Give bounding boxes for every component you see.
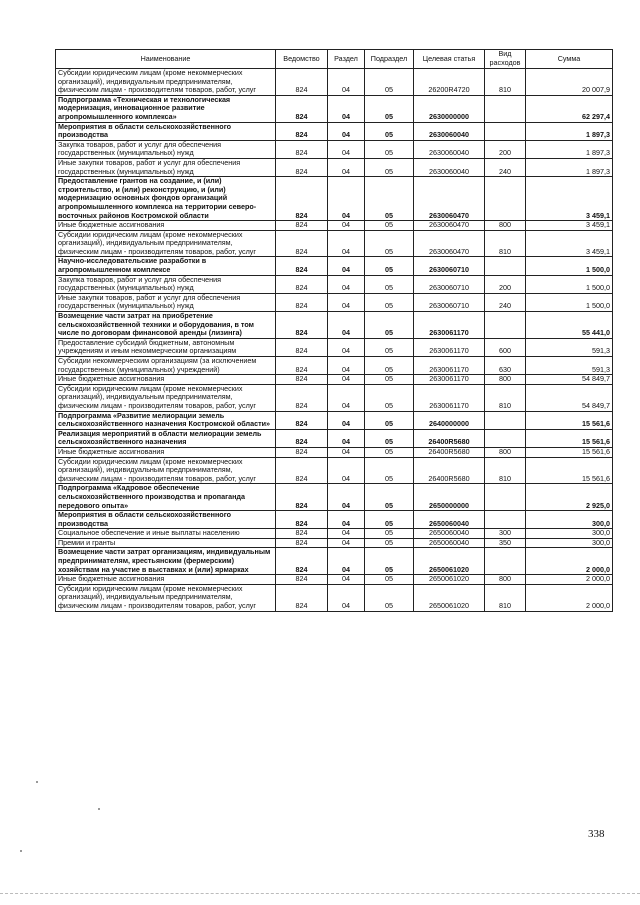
row-target: 2630061170 — [414, 384, 485, 411]
row-subsection: 05 — [365, 221, 414, 231]
row-expense-type: 800 — [485, 221, 526, 231]
row-name: Подпрограмма «Развитие мелиорации земель сельскохозяйственного назначения Костромской области» — [56, 411, 276, 429]
budget-table — [55, 49, 613, 612]
row-subsection: 05 — [365, 484, 414, 511]
row-target: 2630000000 — [414, 95, 485, 122]
row-expense-type — [485, 122, 526, 140]
row-expense-type: 810 — [485, 69, 526, 96]
row-section: 04 — [328, 411, 365, 429]
row-subsection: 05 — [365, 275, 414, 293]
row-target: 2630060470 — [414, 221, 485, 231]
row-name: Предоставление субсидий бюджетным, автономным учреждениям и иным некоммерческим организациям — [56, 338, 276, 356]
row-subsection: 05 — [365, 158, 414, 176]
table-row — [56, 429, 613, 447]
row-subsection: 05 — [365, 140, 414, 158]
row-expense-type: 300 — [485, 529, 526, 539]
row-subsection: 05 — [365, 230, 414, 257]
row-subsection: 05 — [365, 177, 414, 221]
row-amount: 3 459,1 — [526, 230, 613, 257]
row-amount: 54 849,7 — [526, 375, 613, 385]
table-row — [56, 293, 613, 311]
row-dept: 824 — [276, 484, 328, 511]
row-target: 2630060040 — [414, 122, 485, 140]
row-dept: 824 — [276, 357, 328, 375]
row-section: 04 — [328, 529, 365, 539]
row-expense-type: 350 — [485, 538, 526, 548]
row-name: Мероприятия в области сельскохозяйственного производства — [56, 511, 276, 529]
table-row — [56, 221, 613, 231]
row-subsection: 05 — [365, 538, 414, 548]
row-subsection: 05 — [365, 312, 414, 339]
row-amount: 591,3 — [526, 357, 613, 375]
row-amount: 15 561,6 — [526, 457, 613, 484]
row-amount: 2 925,0 — [526, 484, 613, 511]
table-row — [56, 548, 613, 575]
row-expense-type: 200 — [485, 275, 526, 293]
row-section: 04 — [328, 511, 365, 529]
row-dept: 824 — [276, 429, 328, 447]
row-dept: 824 — [276, 293, 328, 311]
row-section: 04 — [328, 257, 365, 275]
row-section: 04 — [328, 338, 365, 356]
table-row — [56, 312, 613, 339]
row-dept: 824 — [276, 257, 328, 275]
row-amount: 3 459,1 — [526, 221, 613, 231]
row-name: Возмещение части затрат организациям, индивидуальным предпринимателям, крестьянским (фермерским) хозяйствам на участие в выставках и (или) ярмарках — [56, 548, 276, 575]
row-amount: 3 459,1 — [526, 177, 613, 221]
row-name: Иные бюджетные ассигнования — [56, 221, 276, 231]
row-subsection: 05 — [365, 293, 414, 311]
row-amount: 55 441,0 — [526, 312, 613, 339]
row-subsection: 05 — [365, 122, 414, 140]
row-section: 04 — [328, 375, 365, 385]
row-name: Субсидии юридическим лицам (кроме некоммерческих организаций), индивидуальным предпринимателям, физическим лицам - производителям товаров, работ, услуг — [56, 230, 276, 257]
row-dept: 824 — [276, 230, 328, 257]
row-name: Субсидии некоммерческим организациям (за исключением государственных (муниципальных) учреждений) — [56, 357, 276, 375]
row-section: 04 — [328, 122, 365, 140]
row-section: 04 — [328, 484, 365, 511]
row-target: 2630061170 — [414, 338, 485, 356]
row-name: Закупка товаров, работ и услуг для обеспечения государственных (муниципальных) нужд — [56, 140, 276, 158]
row-expense-type: 810 — [485, 584, 526, 611]
header-amount: Сумма — [526, 50, 613, 69]
row-section: 04 — [328, 275, 365, 293]
row-target: 26400R5680 — [414, 457, 485, 484]
row-expense-type — [485, 257, 526, 275]
row-dept: 824 — [276, 548, 328, 575]
row-target: 2630061170 — [414, 312, 485, 339]
table-row — [56, 122, 613, 140]
header-name: Наименование — [56, 50, 276, 69]
row-subsection: 05 — [365, 95, 414, 122]
row-name: Подпрограмма «Кадровое обеспечение сельскохозяйственного производства и пропаганда передового опыта» — [56, 484, 276, 511]
row-amount: 1 500,0 — [526, 257, 613, 275]
row-expense-type — [485, 429, 526, 447]
table-row — [56, 357, 613, 375]
row-amount: 2 000,0 — [526, 548, 613, 575]
table-row — [56, 529, 613, 539]
row-name: Иные закупки товаров, работ и услуг для обеспечения государственных (муниципальных) нужд — [56, 158, 276, 176]
row-section: 04 — [328, 293, 365, 311]
row-amount: 1 897,3 — [526, 140, 613, 158]
row-expense-type: 810 — [485, 384, 526, 411]
table-row — [56, 338, 613, 356]
table-row — [56, 230, 613, 257]
row-expense-type: 200 — [485, 140, 526, 158]
row-target: 2630060710 — [414, 257, 485, 275]
header-section: Раздел — [328, 50, 365, 69]
table-row — [56, 447, 613, 457]
row-target: 2630060470 — [414, 177, 485, 221]
row-target: 2650061020 — [414, 548, 485, 575]
row-expense-type: 600 — [485, 338, 526, 356]
row-expense-type: 630 — [485, 357, 526, 375]
row-expense-type — [485, 95, 526, 122]
row-dept: 824 — [276, 69, 328, 96]
row-section: 04 — [328, 357, 365, 375]
row-amount: 62 297,4 — [526, 95, 613, 122]
row-dept: 824 — [276, 384, 328, 411]
row-target: 2650060040 — [414, 538, 485, 548]
row-name: Иные бюджетные ассигнования — [56, 375, 276, 385]
row-subsection: 05 — [365, 411, 414, 429]
row-dept: 824 — [276, 447, 328, 457]
row-amount: 300,0 — [526, 529, 613, 539]
table-row — [56, 257, 613, 275]
row-name: Субсидии юридическим лицам (кроме некоммерческих организаций), индивидуальным предпринимателям, физическим лицам - производителям товаров, работ, услуг — [56, 384, 276, 411]
header-expense-type: Вид расходов — [485, 50, 526, 69]
row-section: 04 — [328, 429, 365, 447]
row-name: Премии и гранты — [56, 538, 276, 548]
row-dept: 824 — [276, 95, 328, 122]
row-dept: 824 — [276, 584, 328, 611]
table-row — [56, 140, 613, 158]
row-target: 2640000000 — [414, 411, 485, 429]
row-dept: 824 — [276, 529, 328, 539]
page-number: 338 — [588, 828, 605, 840]
row-target: 2630060710 — [414, 275, 485, 293]
row-dept: 824 — [276, 122, 328, 140]
row-name: Субсидии юридическим лицам (кроме некоммерческих организаций), индивидуальным предпринимателям, физическим лицам - производителям товаров, работ, услуг — [56, 584, 276, 611]
row-subsection: 05 — [365, 584, 414, 611]
row-dept: 824 — [276, 375, 328, 385]
row-section: 04 — [328, 457, 365, 484]
row-amount: 1 897,3 — [526, 122, 613, 140]
row-target: 2630061170 — [414, 357, 485, 375]
row-amount: 20 007,9 — [526, 69, 613, 96]
row-expense-type — [485, 312, 526, 339]
row-target: 2630060040 — [414, 158, 485, 176]
row-name: Социальное обеспечение и иные выплаты населению — [56, 529, 276, 539]
row-dept: 824 — [276, 275, 328, 293]
row-subsection: 05 — [365, 69, 414, 96]
row-dept: 824 — [276, 221, 328, 231]
row-amount: 15 561,6 — [526, 411, 613, 429]
table-row — [56, 484, 613, 511]
row-subsection: 05 — [365, 357, 414, 375]
header-target: Целевая статья — [414, 50, 485, 69]
row-expense-type: 800 — [485, 575, 526, 585]
table-row — [56, 69, 613, 96]
row-amount: 300,0 — [526, 538, 613, 548]
row-expense-type — [485, 177, 526, 221]
row-section: 04 — [328, 69, 365, 96]
table-row — [56, 384, 613, 411]
row-target: 2650061020 — [414, 584, 485, 611]
row-name: Закупка товаров, работ и услуг для обеспечения государственных (муниципальных) нужд — [56, 275, 276, 293]
row-subsection: 05 — [365, 575, 414, 585]
row-target: 26400R5680 — [414, 447, 485, 457]
row-section: 04 — [328, 584, 365, 611]
row-name: Субсидии юридическим лицам (кроме некоммерческих организаций), индивидуальным предпринимателям, физическим лицам - производителям товаров, работ, услуг — [56, 457, 276, 484]
row-amount: 15 561,6 — [526, 429, 613, 447]
row-name: Реализация мероприятий в области мелиорации земель сельскохозяйственного назначения — [56, 429, 276, 447]
row-section: 04 — [328, 230, 365, 257]
row-subsection: 05 — [365, 429, 414, 447]
row-dept: 824 — [276, 140, 328, 158]
table-row — [56, 457, 613, 484]
scan-speck — [98, 808, 100, 810]
row-expense-type: 810 — [485, 457, 526, 484]
table-row — [56, 584, 613, 611]
table-header-row — [56, 50, 613, 69]
row-section: 04 — [328, 140, 365, 158]
header-subsection: Подраздел — [365, 50, 414, 69]
row-subsection: 05 — [365, 548, 414, 575]
row-dept: 824 — [276, 411, 328, 429]
row-target: 26400R5680 — [414, 429, 485, 447]
row-section: 04 — [328, 575, 365, 585]
row-expense-type: 800 — [485, 447, 526, 457]
table-row — [56, 538, 613, 548]
row-amount: 1 897,3 — [526, 158, 613, 176]
row-name: Иные закупки товаров, работ и услуг для обеспечения государственных (муниципальных) нужд — [56, 293, 276, 311]
row-name: Научно-исследовательские разработки в агропромышленном комплексе — [56, 257, 276, 275]
row-dept: 824 — [276, 312, 328, 339]
row-dept: 824 — [276, 158, 328, 176]
row-dept: 824 — [276, 338, 328, 356]
table-body — [56, 69, 613, 612]
row-amount: 591,3 — [526, 338, 613, 356]
row-amount: 2 000,0 — [526, 575, 613, 585]
row-name: Подпрограмма «Техническая и технологическая модернизация, инновационное развитие агропромышленного комплекса» — [56, 95, 276, 122]
row-dept: 824 — [276, 177, 328, 221]
scan-speck — [36, 781, 38, 783]
row-dept: 824 — [276, 538, 328, 548]
row-subsection: 05 — [365, 447, 414, 457]
row-target: 2650060040 — [414, 529, 485, 539]
row-dept: 824 — [276, 457, 328, 484]
row-section: 04 — [328, 158, 365, 176]
row-subsection: 05 — [365, 511, 414, 529]
row-dept: 824 — [276, 575, 328, 585]
row-amount: 1 500,0 — [526, 275, 613, 293]
row-subsection: 05 — [365, 384, 414, 411]
row-amount: 2 000,0 — [526, 584, 613, 611]
table-row — [56, 177, 613, 221]
row-expense-type: 240 — [485, 158, 526, 176]
row-name: Субсидии юридическим лицам (кроме некоммерческих организаций), индивидуальным предпринимателям, физическим лицам - производителям товаров, работ, услуг — [56, 69, 276, 96]
row-section: 04 — [328, 177, 365, 221]
row-target: 2630060710 — [414, 293, 485, 311]
table-row — [56, 375, 613, 385]
row-expense-type — [485, 511, 526, 529]
row-target: 2650060040 — [414, 511, 485, 529]
row-name: Возмещение части затрат на приобретение сельскохозяйственной техники и оборудования, в том числе по договорам финансовой аренды (лизинга) — [56, 312, 276, 339]
scan-speck — [20, 850, 22, 852]
row-expense-type: 810 — [485, 230, 526, 257]
row-expense-type: 240 — [485, 293, 526, 311]
row-subsection: 05 — [365, 257, 414, 275]
row-target: 2650000000 — [414, 484, 485, 511]
row-amount: 1 500,0 — [526, 293, 613, 311]
row-expense-type — [485, 548, 526, 575]
row-expense-type — [485, 411, 526, 429]
row-target: 26200R4720 — [414, 69, 485, 96]
row-subsection: 05 — [365, 375, 414, 385]
row-expense-type — [485, 484, 526, 511]
row-dept: 824 — [276, 511, 328, 529]
row-target: 2650061020 — [414, 575, 485, 585]
row-section: 04 — [328, 221, 365, 231]
table-row — [56, 158, 613, 176]
table-row — [56, 511, 613, 529]
row-subsection: 05 — [365, 338, 414, 356]
row-section: 04 — [328, 384, 365, 411]
table-row — [56, 95, 613, 122]
row-name: Предоставление грантов на создание, и (или) строительство, и (или) реконструкцию, и (или) модернизацию основных фондов организаций агропромышленного комплекса на территории северо-восточных районов Костромской области — [56, 177, 276, 221]
row-amount: 15 561,6 — [526, 447, 613, 457]
row-section: 04 — [328, 312, 365, 339]
table-row — [56, 411, 613, 429]
row-expense-type: 800 — [485, 375, 526, 385]
row-amount: 54 849,7 — [526, 384, 613, 411]
row-section: 04 — [328, 548, 365, 575]
row-target: 2630060470 — [414, 230, 485, 257]
row-name: Иные бюджетные ассигнования — [56, 447, 276, 457]
row-section: 04 — [328, 538, 365, 548]
row-section: 04 — [328, 95, 365, 122]
table-row — [56, 575, 613, 585]
bottom-divider — [0, 893, 640, 894]
row-target: 2630060040 — [414, 140, 485, 158]
row-name: Иные бюджетные ассигнования — [56, 575, 276, 585]
row-subsection: 05 — [365, 529, 414, 539]
row-target: 2630061170 — [414, 375, 485, 385]
row-section: 04 — [328, 447, 365, 457]
row-subsection: 05 — [365, 457, 414, 484]
header-dept: Ведомство — [276, 50, 328, 69]
row-amount: 300,0 — [526, 511, 613, 529]
table-row — [56, 275, 613, 293]
row-name: Мероприятия в области сельскохозяйственного производства — [56, 122, 276, 140]
